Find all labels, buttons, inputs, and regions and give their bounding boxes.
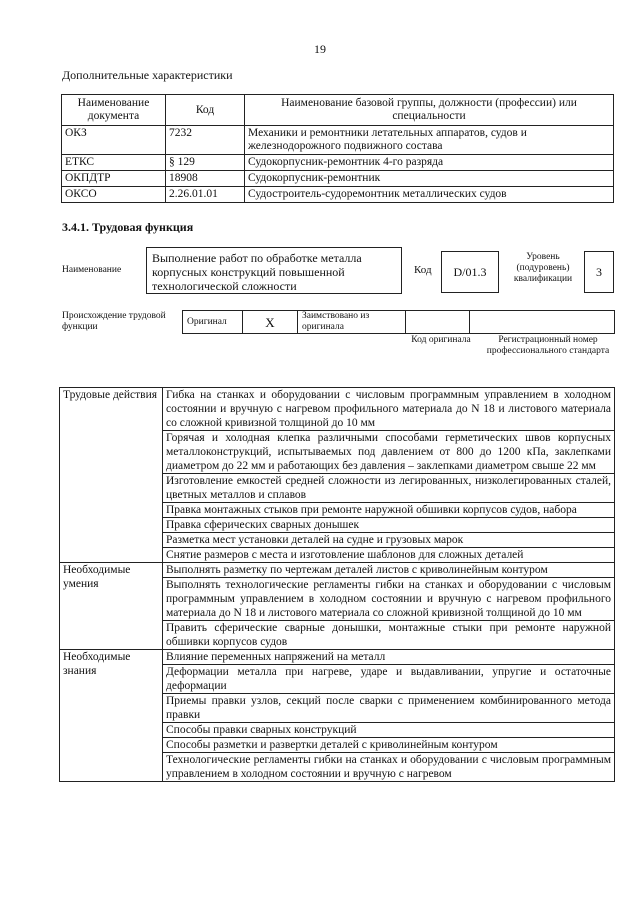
borrowed-label: Заимствовано из оригинала <box>298 311 406 334</box>
category-label: Необходимые знания <box>60 650 163 782</box>
list-item: Горячая и холодная клепка различными способами герметических швов корпусных металлоконструкций, испытываемых под давлением от 800 до 1200 кПа, заклепками диаметром до 22 мм и работающих без давления – заклепками диаметром свыше 22 мм <box>163 431 615 474</box>
code-label: Код <box>414 264 432 276</box>
header-code: Код <box>166 95 245 126</box>
origin-code-cell <box>406 311 470 334</box>
list-item: Деформации металла при нагреве, ударе и выдавливании, упругие и остаточные деформации <box>163 665 615 694</box>
list-item: Правка сферических сварных донышек <box>163 518 615 533</box>
list-item: Правка монтажных стыков при ремонте наружной обшивки корпусов судов, набора <box>163 503 615 518</box>
original-mark: X <box>243 311 298 334</box>
cell-name: Судокорпусник-ремонтник <box>245 171 614 187</box>
page-number: 19 <box>314 42 326 56</box>
level-box: 3 <box>584 251 614 293</box>
list-item: Выполнять разметку по чертежам деталей листов с криволинейным контуром <box>163 563 615 578</box>
cell-doc: ОКСО <box>62 187 166 203</box>
table-row <box>62 126 614 155</box>
cell-name: Судокорпусник-ремонтник 4-го разряда <box>245 155 614 171</box>
characteristics-table <box>61 94 614 203</box>
table-row <box>62 187 614 203</box>
origin-code-caption: Код оригинала <box>411 335 471 345</box>
level-label: Уровень (подуровень) квалификации <box>513 252 573 284</box>
table-row <box>62 155 614 171</box>
list-item: Влияние переменных напряжений на металл <box>163 650 615 665</box>
origin-label: Происхождение трудовой функции <box>62 311 166 332</box>
function-code-box: D/01.3 <box>441 251 499 293</box>
list-item: Выполнять технологические регламенты гибки на станках и оборудовании с числовым программным управлением в холодном состоянии и вручную с нагревом профильного материала до N 18 и листового материала со сложной кривизной толщиной до 10 мм <box>163 578 615 621</box>
reg-number-caption: Регистрационный номер профессионального стандарта <box>486 335 610 356</box>
list-item: Править сферические сварные донышки, монтажные стыки при ремонте наружной обшивки корпусов судов <box>163 621 615 650</box>
section-heading: Дополнительные характеристики <box>62 68 233 82</box>
table-row <box>60 388 615 431</box>
reg-number-cell <box>470 311 615 334</box>
cell-code: 7232 <box>166 126 245 155</box>
table-row <box>60 650 615 665</box>
characteristics-header-row <box>62 95 614 126</box>
labor-function-table <box>59 387 615 782</box>
cell-code: 2.26.01.01 <box>166 187 245 203</box>
cell-doc: ОКЗ <box>62 126 166 155</box>
original-label: Оригинал <box>183 311 243 334</box>
cell-code: § 129 <box>166 155 245 171</box>
cell-doc: ОКПДТР <box>62 171 166 187</box>
table-row <box>60 563 615 578</box>
header-document: Наименование документа <box>62 95 166 126</box>
function-title: 3.4.1. Трудовая функция <box>62 220 194 234</box>
function-name-box: Выполнение работ по обработке металла корпусных конструкций повышенной технологической сложности <box>146 247 402 294</box>
table-row <box>62 171 614 187</box>
list-item: Разметка мест установки деталей на судне и грузовых марок <box>163 533 615 548</box>
list-item: Способы разметки и развертки деталей с криволинейным контуром <box>163 738 615 753</box>
cell-name: Механики и ремонтники летательных аппаратов, судов и железнодорожного подвижного состава <box>245 126 614 155</box>
list-item: Гибка на станках и оборудовании с числовым программным управлением в холодном состоянии и вручную с нагревом профильного материала до N 18 и листового материала со сложной кривизной толщиной до 10 мм <box>163 388 615 431</box>
category-label: Необходимые умения <box>60 563 163 650</box>
cell-code: 18908 <box>166 171 245 187</box>
origin-table <box>182 310 615 334</box>
cell-name: Судостроитель-судоремонтник металлических судов <box>245 187 614 203</box>
category-label: Трудовые действия <box>60 388 163 563</box>
name-label: Наименование <box>62 265 122 275</box>
list-item: Приемы правки узлов, секций после сварки с применением комбинированного метода правки <box>163 694 615 723</box>
list-item: Способы правки сварных конструкций <box>163 723 615 738</box>
list-item: Технологические регламенты гибки на станках и оборудовании с числовым программным управлением в холодном состоянии и вручную с нагревом <box>163 753 615 782</box>
header-group-name: Наименование базовой группы, должности (профессии) или специальности <box>245 95 614 126</box>
list-item: Снятие размеров с места и изготовление шаблонов для сложных деталей <box>163 548 615 563</box>
cell-doc: ЕТКС <box>62 155 166 171</box>
list-item: Изготовление емкостей средней сложности из легированных, низколегированных сталей, цветных металлов и сплавов <box>163 474 615 503</box>
